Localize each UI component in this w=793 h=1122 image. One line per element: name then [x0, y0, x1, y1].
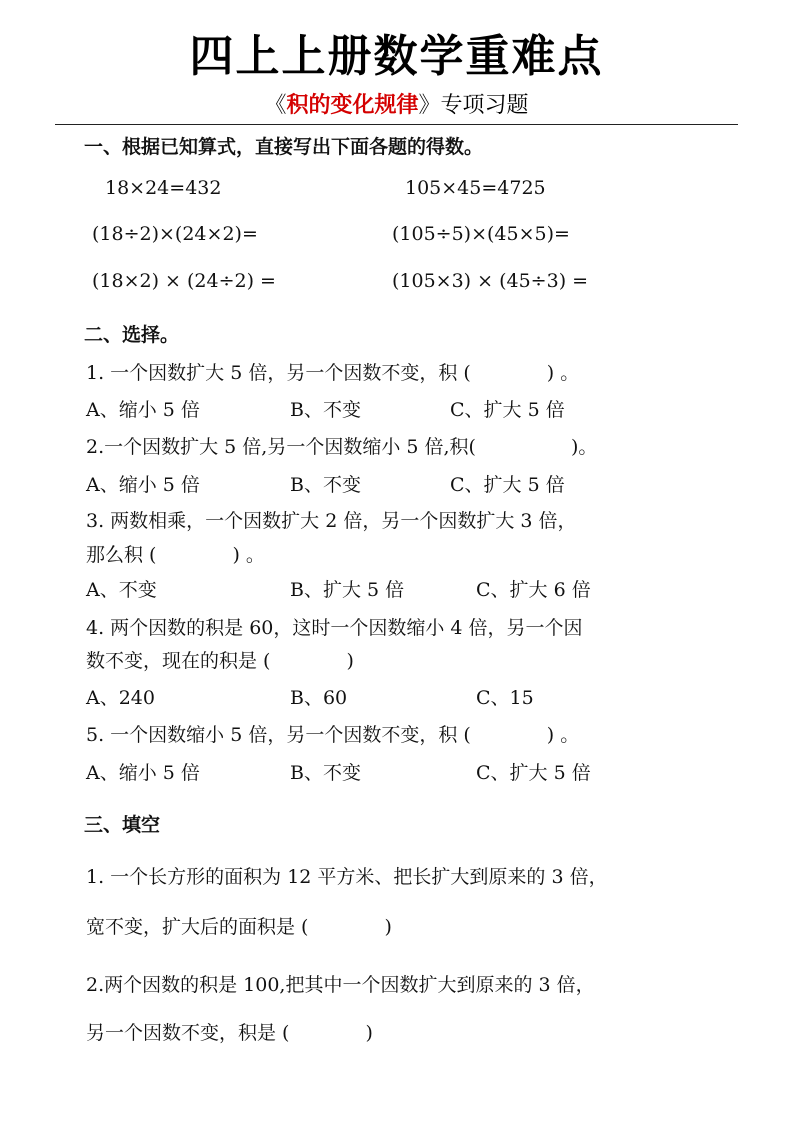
section-1-heading: 一、根据已知算式，直接写出下面各题的得数。 [84, 136, 484, 158]
option-a: A、240 [86, 687, 155, 709]
header-divider [55, 124, 738, 125]
question-2-5: 5. 一个因数缩小 5 倍，另一个因数不变，积 ( ) 。 [86, 724, 580, 746]
option-b: B、不变 [290, 474, 361, 496]
question-2-4-line2: 数不变，现在的积是 ( ) [86, 650, 354, 672]
question-2-4-line1: 4. 两个因数的积是 60，这时一个因数缩小 4 倍，另一个因 [86, 617, 583, 639]
section-3-heading: 三、填空 [84, 814, 161, 836]
subtitle-topic: 积的变化规律 [286, 92, 419, 118]
problem-row2-left: (18×2) × (24÷2) = [92, 270, 276, 292]
question-3-2-line2: 另一个因数不变，积是 ( ) [86, 1022, 373, 1044]
question-3-1-line2: 宽不变，扩大后的面积是 ( ) [86, 916, 392, 938]
option-b: B、不变 [290, 399, 361, 421]
subtitle [0, 88, 793, 119]
option-a: A、缩小 5 倍 [86, 762, 200, 784]
option-c: C、扩大 5 倍 [476, 762, 591, 784]
question-2-3-line1: 3. 两数相乘，一个因数扩大 2 倍，另一个因数扩大 3 倍， [86, 510, 577, 532]
option-a: A、不变 [86, 579, 157, 601]
subtitle-open-bracket: 《 [264, 93, 287, 118]
option-c: C、扩大 5 倍 [450, 474, 565, 496]
subtitle-rest: 专项习题 [440, 93, 529, 118]
question-2-2: 2.一个因数扩大 5 倍,另一个因数缩小 5 倍,积( )。 [86, 436, 598, 458]
subtitle-close-bracket: 》 [418, 93, 441, 118]
section-2-heading: 二、选择。 [84, 324, 180, 346]
page-title: 四上上册数学重难点 [189, 31, 604, 82]
option-a: A、缩小 5 倍 [86, 399, 200, 421]
given-equation-right: 105×45=4725 [405, 177, 546, 199]
option-c: C、扩大 5 倍 [450, 399, 565, 421]
option-b: B、扩大 5 倍 [290, 579, 405, 601]
given-equation-left: 18×24=432 [105, 177, 222, 199]
question-3-1-line1: 1. 一个长方形的面积为 12 平方米、把长扩大到原来的 3 倍， [86, 866, 608, 888]
option-c: C、15 [476, 687, 534, 709]
option-a: A、缩小 5 倍 [86, 474, 200, 496]
question-2-1: 1. 一个因数扩大 5 倍，另一个因数不变，积 ( ) 。 [86, 362, 580, 384]
problem-row1-left: (18÷2)×(24×2)= [92, 223, 258, 245]
problem-row1-right: (105÷5)×(45×5)= [392, 223, 570, 245]
option-b: B、60 [290, 687, 348, 709]
option-c: C、扩大 6 倍 [476, 579, 591, 601]
problem-row2-right: (105×3) × (45÷3) = [392, 270, 589, 292]
option-b: B、不变 [290, 762, 361, 784]
question-3-2-line1: 2.两个因数的积是 100,把其中一个因数扩大到原来的 3 倍， [86, 974, 595, 996]
question-2-3-line2: 那么积 ( ) 。 [86, 544, 265, 566]
